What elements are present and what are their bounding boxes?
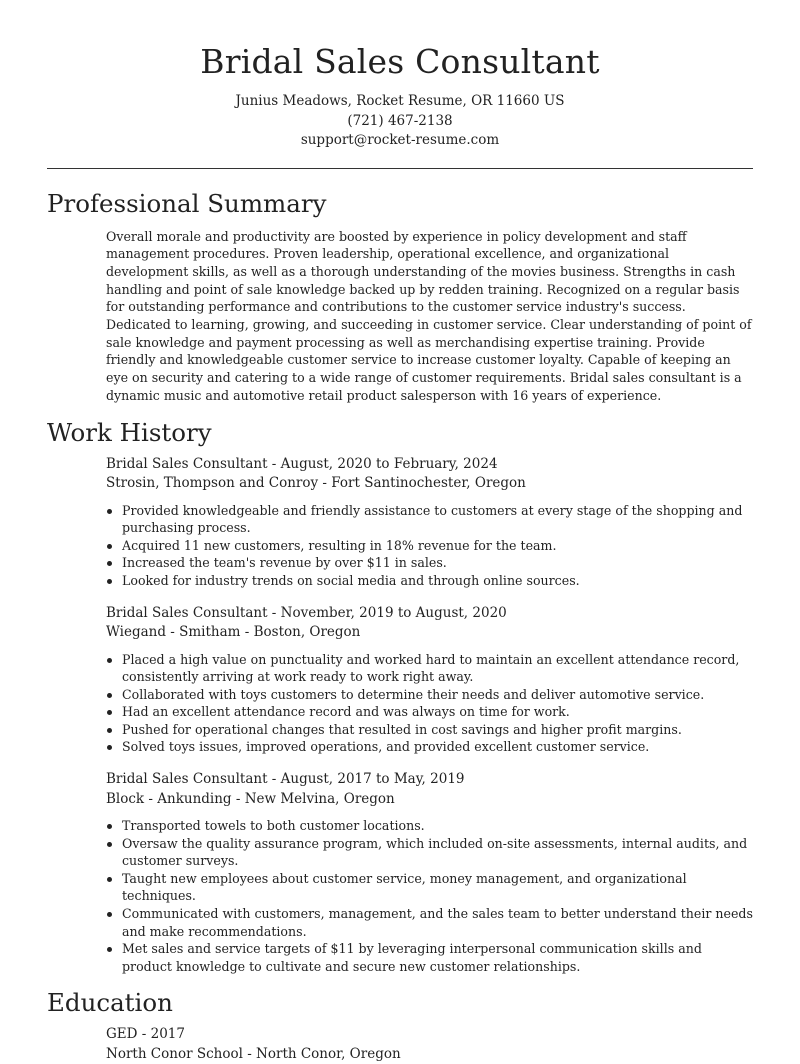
summary-text: Overall morale and productivity are boosted by experience in policy development and staff management procedures. Proven leadership, operational excellence, and organizational development skills, as well as a thorough understanding of the movies business. Strengths in cash handling and point of sale knowledge backed up by redden training. Recognized on a regular basis for outstanding performance and contributions to the customer service industry's success. Dedicated to learning, growing, and succeeding in customer service. Clear understanding of point of sale knowledge and payment processing as well as merchandising expertise training. Provide friendly and knowledgeable customer service to increase customer loyalty. Capable of keeping an eye on security and catering to a wide range of customer requirements. Bridal sales consultant is a dynamic music and automotive retail product salesperson with 16 years of experience. [106, 228, 752, 403]
education-school-location: North Conor School - North Conor, Oregon [106, 1045, 401, 1062]
job-bullet: Solved toys issues, improved operations, and provided excellent customer service. [101, 738, 753, 756]
job-company-location: Block - Ankunding - New Melvina, Oregon [106, 790, 395, 807]
job-bullets [101, 817, 753, 975]
education-entry [106, 1025, 753, 1064]
job-role-dates: Bridal Sales Consultant - August, 2020 to February, 2024 [106, 455, 498, 472]
job-bullet: Provided knowledgeable and friendly assistance to customers at every stage of the shopping and purchasing process. [101, 502, 753, 537]
job-role-dates: Bridal Sales Consultant - November, 2019 to August, 2020 [106, 604, 507, 621]
job-bullet: Placed a high value on punctuality and worked hard to maintain an excellent attendance record, consistently arriving at work ready to work right away. [101, 651, 753, 686]
section-title-education: Education [47, 988, 173, 1018]
job-bullet: Communicated with customers, management, and the sales team to better understand their needs and make recommendations. [101, 905, 753, 940]
job-company-location: Wiegand - Smitham - Boston, Oregon [106, 624, 361, 640]
work-history-section [0, 417, 800, 976]
job-bullet: Looked for industry trends on social media and through online sources. [101, 572, 753, 590]
job-role-dates: Bridal Sales Consultant - August, 2017 to May, 2019 [106, 771, 465, 788]
job-bullets [101, 502, 753, 590]
resume-name-title: Bridal Sales Consultant [200, 42, 600, 81]
education-degree-year: GED - 2017 [106, 1026, 185, 1043]
job-company-location: Strosin, Thompson and Conroy - Fort Santinochester, Oregon [106, 475, 526, 492]
job-bullet: Collaborated with toys customers to determine their needs and deliver automotive service. [101, 686, 753, 704]
job-bullet: Pushed for operational changes that resulted in cost savings and higher profit margins. [101, 721, 753, 739]
header-divider [47, 168, 753, 169]
job-entry [106, 770, 753, 975]
contact-block [0, 92, 800, 151]
job-bullet: Taught new employees about customer service, money management, and organizational techniques. [101, 870, 753, 905]
education-section [0, 987, 800, 1064]
section-title-summary: Professional Summary [47, 188, 327, 218]
section-title-work-history: Work History [47, 417, 212, 447]
job-bullet: Met sales and service targets of $11 by leveraging interpersonal communication skills and product knowledge to cultivate and secure new customer relationships. [101, 940, 753, 975]
contact-phone: (721) 467-2138 [347, 112, 453, 129]
contact-email: support@rocket-resume.com [300, 132, 500, 148]
job-bullet: Acquired 11 new customers, resulting in 18% revenue for the team. [101, 537, 753, 555]
job-entry [106, 604, 753, 757]
job-bullet: Oversaw the quality assurance program, which included on-site assessments, internal audits, and customer surveys. [101, 835, 753, 870]
job-bullet: Had an excellent attendance record and was always on time for work. [101, 703, 753, 721]
job-bullet: Increased the team's revenue by over $11 in sales. [101, 554, 753, 572]
professional-summary-section [0, 188, 800, 405]
contact-address: Junius Meadows, Rocket Resume, OR 11660 US [235, 93, 565, 109]
job-bullets [101, 651, 753, 757]
job-bullet: Transported towels to both customer locations. [101, 817, 753, 835]
job-entry [106, 455, 753, 590]
